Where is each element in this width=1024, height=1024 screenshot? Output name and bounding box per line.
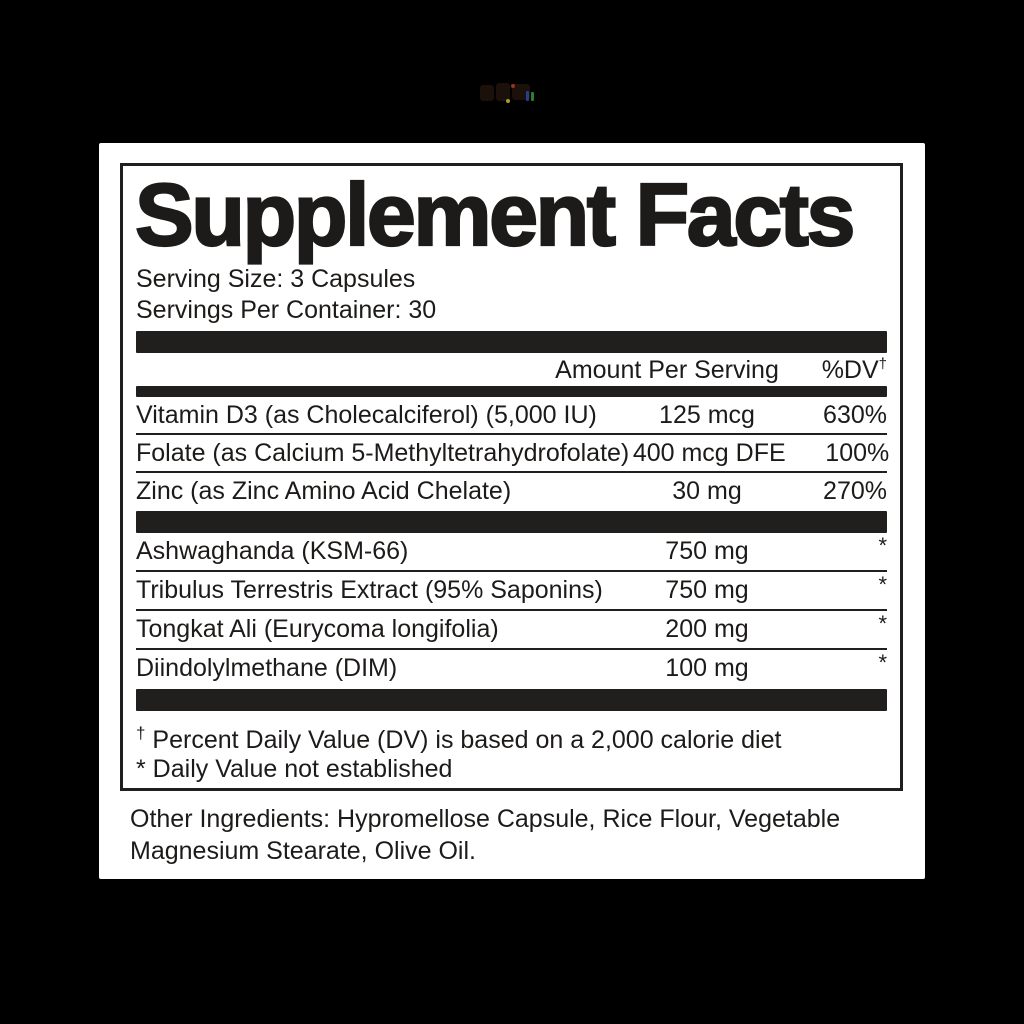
ingredient-name: Vitamin D3 (as Cholecalciferol) (5,000 IU) <box>136 401 597 429</box>
supplement-facts-title: Supplement Facts <box>135 165 853 264</box>
amount-per-serving-header: Amount Per Serving <box>555 356 779 384</box>
asterisk-footnote <box>136 755 887 784</box>
logo-yellow-dot-icon <box>506 99 510 103</box>
dv-footnote-text: Percent Daily Value (DV) is based on a 2,000 calorie diet <box>145 726 782 754</box>
table-row <box>136 435 890 473</box>
ingredient-name: Diindolylmethane (DIM) <box>136 654 398 682</box>
ingredient-name: Ashwaghanda (KSM-66) <box>136 537 409 565</box>
ingredient-name: Folate (as Calcium 5-Methyltetrahydrofolate) <box>136 439 630 467</box>
ingredient-amount: 125 mcg <box>659 401 755 429</box>
logo-blob-icon <box>480 85 494 101</box>
ingredient-name: Tongkat Ali (Eurycoma longifolia) <box>136 615 499 643</box>
supplement-facts-box <box>120 163 903 791</box>
botanical-rows-group <box>136 533 887 689</box>
logo-green-sliver-icon <box>531 92 534 101</box>
ingredient-dv: 270% <box>823 477 887 505</box>
footnotes-block <box>136 723 887 784</box>
faint-logo-mark <box>480 79 538 105</box>
ingredient-dv-asterisk: * <box>878 611 887 636</box>
table-row <box>136 650 887 689</box>
ingredient-dv-asterisk: * <box>878 572 887 597</box>
logo-red-dot-icon <box>511 84 515 88</box>
table-header-row <box>136 355 887 386</box>
separator-bar <box>136 511 887 533</box>
ingredient-amount: 30 mg <box>672 477 742 505</box>
table-row <box>136 397 887 435</box>
separator-bar-thin <box>136 386 887 397</box>
other-ingredients-text: Other Ingredients: Hypromellose Capsule, Rice Flour, Vegetable Magnesium Stearate, Olive Oil. <box>130 805 841 865</box>
serving-size-text: Serving Size: 3 Capsules <box>136 265 416 293</box>
ingredient-amount: 100 mg <box>665 654 749 682</box>
dagger-superscript: † <box>878 355 887 373</box>
separator-bar <box>136 689 887 711</box>
ingredient-amount: 750 mg <box>665 576 749 604</box>
asterisk-footnote-text: Daily Value not established <box>145 755 453 783</box>
table-row <box>136 533 887 572</box>
header-spacer <box>136 355 547 386</box>
nutrient-rows-group <box>136 397 890 511</box>
ingredient-amount: 750 mg <box>665 537 749 565</box>
asterisk-symbol: * <box>136 755 146 783</box>
ingredient-dv: 100% <box>825 439 890 467</box>
dagger-symbol: † <box>136 723 146 743</box>
table-row <box>136 611 887 650</box>
table-row <box>136 473 887 511</box>
percent-dv-header: %DV† <box>821 355 887 384</box>
supplement-label-card <box>99 143 925 879</box>
ingredient-dv-asterisk: * <box>878 533 887 558</box>
ingredient-amount: 200 mg <box>665 615 749 643</box>
ingredient-name: Tribulus Terrestris Extract (95% Saponins) <box>136 576 603 604</box>
ingredient-dv-asterisk: * <box>878 650 887 675</box>
table-row <box>136 572 887 611</box>
ingredient-amount: 400 mcg DFE <box>632 439 786 467</box>
servings-per-container-text: Servings Per Container: 30 <box>136 296 437 324</box>
dv-footnote <box>136 723 887 755</box>
separator-bar <box>136 331 887 353</box>
ingredient-name: Zinc (as Zinc Amino Acid Chelate) <box>136 477 512 505</box>
ingredient-dv: 630% <box>823 401 887 429</box>
logo-blue-sliver-icon <box>526 91 529 101</box>
